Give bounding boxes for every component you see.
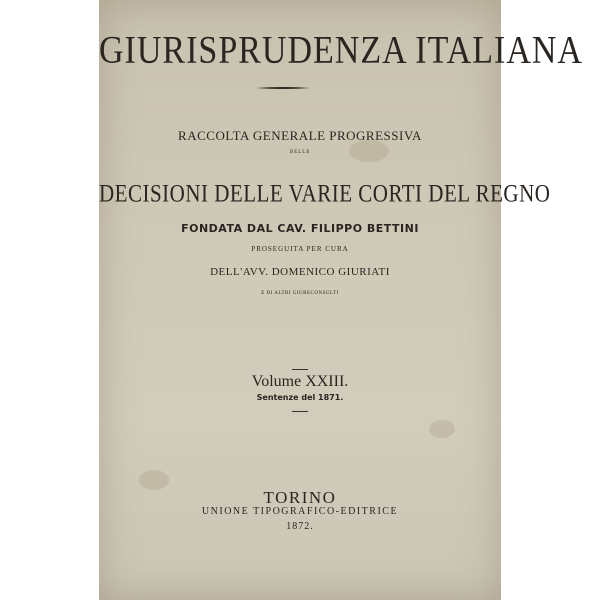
sentences-label: Sentenze del 1871. [256,393,344,402]
subtitle-line-1: RACCOLTA GENERALE PROGRESSIVA [178,128,422,143]
title-page [99,0,583,600]
subtitle-line-3: DECISIONI DELLE VARIE CORTI DEL REGNO [99,178,551,208]
editor-line: DELL'AVV. DOMENICO GIURIATI [210,266,390,278]
divider-dash [292,411,308,412]
continued-by-line: PROSEGUITA PER CURA [251,245,349,253]
year-label: 1872. [286,521,314,532]
book-title: GIURISPRUDENZA ITALIANA [99,29,583,72]
paper-stain [429,420,455,438]
volume-label: Volume XXIII. [251,373,349,390]
city-label: TORINO [263,488,337,507]
publisher-label: UNIONE TIPOGRAFICO-EDITRICE [201,506,399,517]
paper-stain [139,470,169,490]
divider-dash [292,369,308,370]
ornamental-rule [256,86,310,90]
subtitle-line-2: DELLE [289,150,311,155]
others-line: E DI ALTRI GIURECONSULTI [261,291,339,296]
founder-line: FONDATA DAL CAV. FILIPPO BETTINI [181,222,419,235]
